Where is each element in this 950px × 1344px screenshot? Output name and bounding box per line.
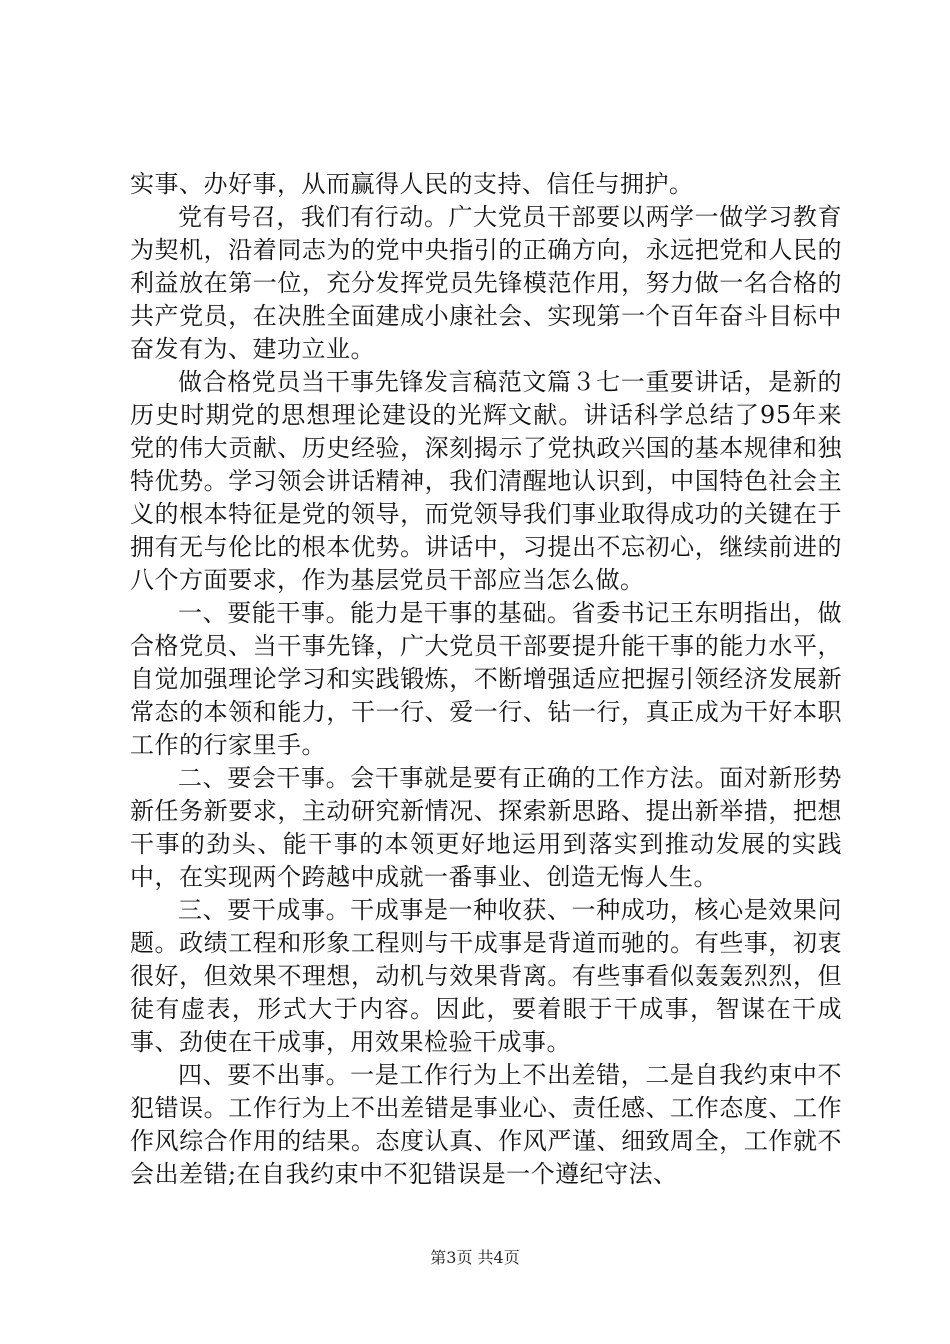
paragraph-6: 三、要干成事。干成事是一种收获、一种成功，核心是效果问题。政绩工程和形象工程则与干成事是背道而驰的。有些事，初衷很好，但效果不理想，动机与效果背离。有些事看似轰轰烈烈，但徒有虚表，形式大于内容。因此，要着眼于干成事，智谋在干成事、劲使在干成事，用效果检验干成事。 — [130, 896, 842, 1056]
paragraph-1: 实事、办好事，从而赢得人民的支持、信任与拥护。 — [130, 170, 694, 198]
paragraph-5: 二、要会干事。会干事就是要有正确的工作方法。面对新形势新任务新要求，主动研究新情况、探索新思路、提出新举措，把想干事的劲头、能干事的本领更好地运用到落实到推动发展的实践中，在实现两个跨越中成就一番事业、创造无悔人生。 — [130, 764, 842, 891]
paragraph-4: 一、要能干事。能力是干事的基础。省委书记王东明指出，做合格党员、当干事先锋，广大党员干部要提升能干事的能力水平，自觉加强理论学习和实践锻炼，不断增强适应把握引领经济发展新常态的本领和能力，干一行、爱一行、钻一行，真正成为干好本职工作的行家里手。 — [130, 599, 842, 759]
paragraph-3: 做合格党员当干事先锋发言稿范文篇３七一重要讲话，是新的历史时期党的思想理论建设的光辉文献。讲话科学总结了95年来党的伟大贡献、历史经验，深刻揭示了党执政兴国的基本规律和独特优势。学习领会讲话精神，我们清醒地认识到，中国特色社会主义的根本特征是党的领导，而党领导我们事业取得成功的关键在于拥有无与伦比的根本优势。讲话中，习提出不忘初心，继续前进的八个方面要求，作为基层党员干部应当怎么做。 — [130, 368, 842, 594]
page-footer — [0, 1245, 950, 1268]
page-number-label: 第3页 共4页 — [430, 1248, 520, 1267]
paragraph-2: 党有号召，我们有行动。广大党员干部要以两学一做学习教育为契机，沿着同志为的党中央指引的正确方向，永远把党和人民的利益放在第一位，充分发挥党员先锋模范作用，努力做一名合格的共产党员，在决胜全面建成小康社会、实现第一个百年奋斗目标中奋发有为、建功立业。 — [130, 203, 842, 363]
document-body — [130, 168, 842, 1191]
paragraph-7: 四、要不出事。一是工作行为上不出差错，二是自我约束中不犯错误。工作行为上不出差错是事业心、责任感、工作态度、工作作风综合作用的结果。态度认真、作风严谨、细致周全，工作就不会出差错;在自我约束中不犯错误是一个遵纪守法、 — [130, 1061, 842, 1188]
